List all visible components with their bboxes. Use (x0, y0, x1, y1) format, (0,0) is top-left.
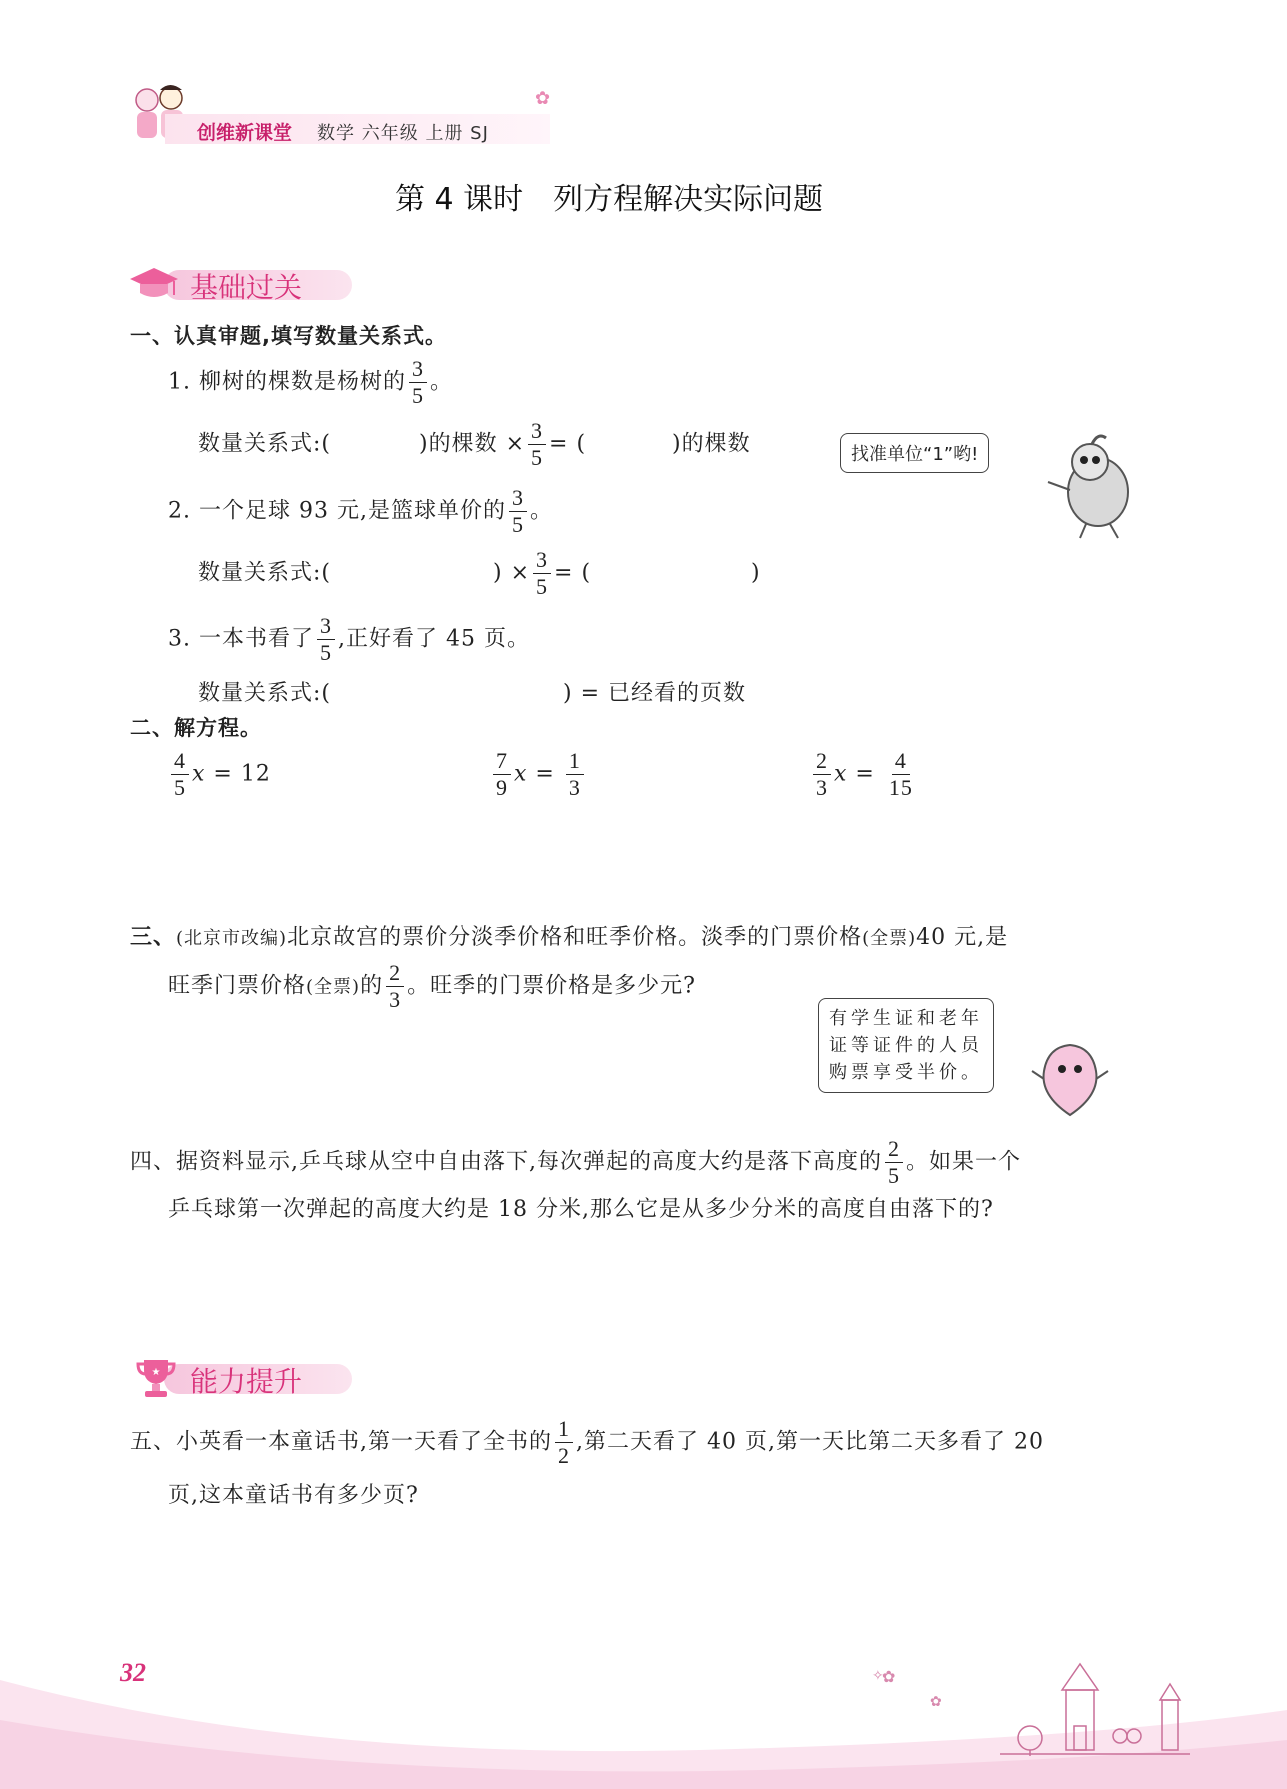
q2-heading: 二、解方程。 (130, 716, 262, 740)
fraction: $\frac{7}{9}$ (493, 750, 511, 799)
flower-icon: ✿ (535, 88, 551, 109)
section-tag-advanced (128, 1356, 358, 1400)
equation-1: $\frac{4}{5}$ x = 12 (168, 750, 271, 799)
q3-line-2: 旺季门票价格(全票)的 $\frac{2}{3}$ 。旺季的门票价格是多少元? (168, 960, 696, 1012)
q1-item-1-relation: 数量关系式:( )的棵数 × $\frac{3}{5}$ = ( )的棵数 (198, 418, 751, 470)
fraction: $\frac{2}{5}$ (885, 1138, 903, 1187)
header (125, 80, 550, 152)
fraction: $\frac{2}{3}$ (386, 962, 404, 1011)
svg-text:✿: ✿ (882, 1667, 896, 1686)
equation-2: $\frac{7}{9}$ x = $\frac{1}{3}$ (490, 750, 587, 799)
callout-unit-one: 找准单位“1”哟! (840, 433, 989, 473)
fraction: $\frac{3}{5}$ (528, 420, 546, 469)
q1-item-2: 2. 一个足球 93 元,是篮球单价的 $\frac{3}{5}$ 。 (168, 485, 553, 537)
fraction: $\frac{4}{15}$ (888, 748, 913, 800)
section-label-basic: 基础过关 (190, 271, 303, 304)
section-tag-basic (128, 262, 358, 306)
book-info: 数学 六年级 上册 SJ (317, 123, 489, 144)
fruit-mascot-illustration (1030, 1035, 1110, 1125)
page-title: 第 4 课时 列方程解决实际问题 (395, 182, 824, 217)
q1-item-2-relation: 数量关系式:( ) × $\frac{3}{5}$ = ( ) (198, 547, 761, 599)
fraction: $\frac{3}{5}$ (317, 615, 335, 664)
fraction: $\frac{4}{5}$ (171, 750, 189, 799)
equation-3: $\frac{2}{3}$ x = $\frac{4}{15}$ (810, 750, 919, 799)
q1-item-1: 1. 柳树的棵数是杨树的 $\frac{3}{5}$ 。 (168, 356, 453, 408)
fraction: $\frac{3}{5}$ (409, 358, 427, 407)
q4-line-2: 乒乓球第一次弹起的高度大约是 18 分米,那么它是从多少分米的高度自由落下的? (168, 1197, 994, 1222)
q5-line-1: 五、小英看一本童话书,第一天看了全书的 $\frac{1}{2}$ ,第二天看了 40 页,第一天比第二天多看了 20 (130, 1416, 1044, 1468)
fraction: $\frac{1}{2}$ (555, 1418, 573, 1467)
page-number: 32 (120, 1658, 146, 1687)
fraction: $\frac{1}{3}$ (566, 750, 584, 799)
fraction: $\frac{2}{3}$ (813, 750, 831, 799)
fraction: $\frac{3}{5}$ (509, 487, 527, 536)
graduation-cap-icon (128, 264, 180, 304)
castle-illustration (882, 1650, 1190, 1760)
q1-heading: 一、认真审题,填写数量关系式。 (130, 324, 447, 348)
brand-name: 创维新课堂 (197, 122, 293, 144)
q3-line-1: 三、(北京市改编)北京故宫的票价分淡季价格和旺季价格。淡季的门票价格(全票)40 元,是 (130, 925, 1009, 950)
q1-item-3: 3. 一本书看了 $\frac{3}{5}$ ,正好看了 45 页。 (168, 613, 530, 665)
trophy-icon (134, 1356, 178, 1400)
fraction: $\frac{3}{5}$ (533, 549, 551, 598)
star-sparkle-icon: ✧ (872, 1668, 884, 1684)
eggplant-mascot-illustration (1040, 430, 1145, 542)
q1-item-1-text: 1. 柳树的棵数是杨树的 (168, 369, 406, 395)
q4-line-1: 四、据资料显示,乒乓球从空中自由落下,每次弹起的高度大约是落下高度的 $\frac{2}{5}$ 。如果一个 (130, 1136, 1022, 1188)
section-label-advanced: 能力提升 (190, 1365, 303, 1398)
q5-line-2: 页,这本童话书有多少页? (168, 1483, 419, 1508)
svg-text:★: ★ (151, 1367, 161, 1378)
butterfly-icon: ✿ (930, 1694, 942, 1710)
callout-half-price: 有学生证和老年 证等证件的人员 购票享受半价。 (818, 998, 994, 1093)
q1-item-3-relation: 数量关系式:( ) = 已经看的页数 (198, 681, 747, 706)
